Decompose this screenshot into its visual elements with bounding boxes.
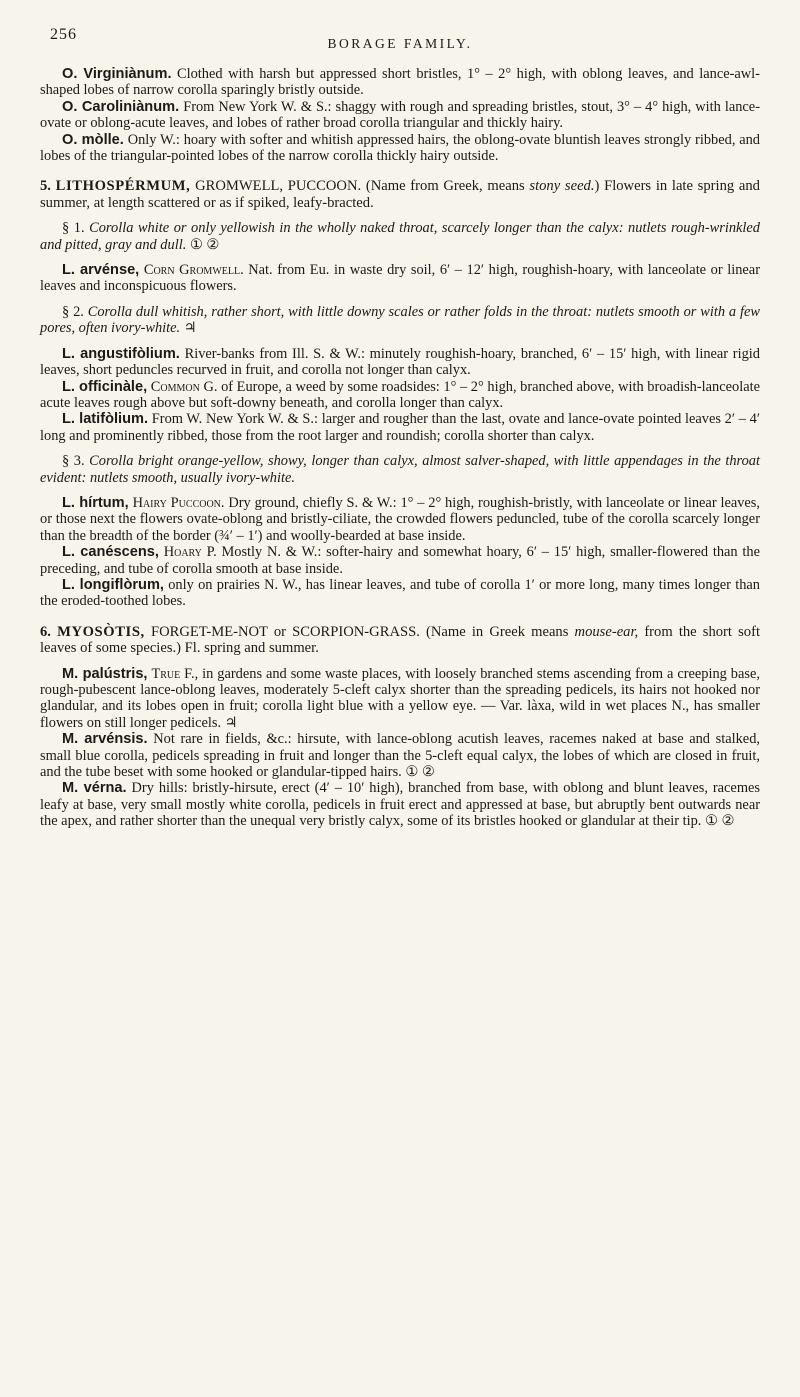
- running-head: BORAGE FAMILY.: [327, 36, 473, 51]
- species-entry: [40, 411, 760, 444]
- species-description: From W. New York W. & S.: larger and rougher than the last, ovate and lance-ovate pointed leaves 2′ – 4′ long and prominently ribbed, those from the root larger and roundish; corolla shorter than calyx.: [40, 411, 760, 444]
- species-common-name: Hairy Puccoon.: [132, 494, 225, 511]
- page-body: [40, 66, 760, 830]
- species-description: River-banks from Ill. S. & W.: minutely roughish-hoary, branched, 6′ – 15′ high, with linear rigid leaves, short peduncles recurved in fruit, and corolla not longer than calyx.: [40, 345, 760, 379]
- species-entry: [40, 731, 760, 780]
- genus-number: 6.: [40, 623, 51, 640]
- section-text: Corolla bright orange-yellow, showy, longer than calyx, almost salver-shaped, with little appendages in the throat evident: nutlets smooth, usually ivory-white.: [40, 453, 761, 486]
- species-entry: [40, 379, 760, 412]
- genus-common-name: GROMWELL, PUCCOON.: [195, 178, 362, 195]
- genus-etymology: stony seed.: [529, 178, 595, 195]
- species-name: L. hírtum,: [62, 494, 129, 511]
- species-name: L. canéscens,: [62, 544, 159, 561]
- species-entry: [40, 66, 760, 99]
- species-entry: [40, 132, 760, 165]
- species-description: Only W.: hoary with softer and whitish appressed hairs, the oblong-ovate bluntish leaves strongly ribbed, and lobes of the triangular-pointed lobes of the narrow corolla thickly hairy outside.: [40, 131, 761, 165]
- species-name: L. angustifòlium.: [62, 345, 180, 362]
- species-name: L. latifòlium.: [62, 411, 149, 428]
- species-entry: [40, 495, 760, 544]
- species-name: M. vérna.: [62, 780, 127, 797]
- species-description: From New York W. & S.: shaggy with rough and spreading bristles, stout, 3° – 4° high, with lance-ovate or oblong-acute leaves, and lobes of rather broad corolla triangular and thickly hairy.: [40, 98, 760, 132]
- species-entry: [40, 544, 760, 577]
- species-entry: [40, 666, 760, 732]
- species-description: Dry ground, chiefly S. & W.: 1° – 2° high, roughish-bristly, with lanceolate or linear leaves, or those next the flowers ovate-oblong and bristly-ciliate, the crowded flowers peduncled, tube of the corolla scarcely longer than the breadth of the border (¾′ – 1′) and woolly-bearded at base inside.: [40, 494, 761, 544]
- species-entry: [40, 346, 760, 379]
- genus-description: (Name from Greek, means: [365, 178, 525, 195]
- species-description: Dry hills: bristly-hirsute, erect (4′ – 10′ high), branched from base, with oblong and blunt leaves, racemes leafy at base, very small mostly white corolla, pedicels in fruit erect and appressed at base, but abruptly bent outwards near the apex, and rather shorter than the unequal very bristly calyx, some of its bristles hooked or glandular at their tip.: [40, 780, 760, 830]
- species-description: Not rare in fields, &c.: hirsute, with lance-oblong acutish leaves, racemes naked at base and stalked, small blue corolla, pedicels spreading in fruit and longer than the 5-cleft equal calyx, the lobes of which are closed in fruit, and the tube beset with some hooked or glandular-tipped hairs.: [40, 731, 760, 781]
- section-heading: § 3. Corolla bright orange-yellow, showy, longer than calyx, almost salver-shaped, with little appendages in the throat evident: nutlets smooth, usually ivory-white.: [40, 453, 761, 486]
- duration-sign: ① ②: [405, 764, 435, 781]
- section-text: Corolla dull whitish, rather short, with little downy scales or rather folds in the throat: nutlets smooth or with a few pores, often ivory-white.: [40, 303, 760, 337]
- species-name: O. mòlle.: [62, 131, 124, 148]
- species-name: L. officinàle,: [62, 378, 148, 395]
- duration-sign: ① ②: [189, 236, 220, 253]
- species-description: Clothed with harsh but appressed short bristles, 1° – 2° high, with oblong leaves, and lance-awl-shaped lobes of narrow corolla sparingly bristly outside.: [40, 66, 760, 99]
- species-name: O. Caroliniànum.: [62, 98, 180, 115]
- section-heading: § 1. Corolla white or only yellowish in the wholly naked throat, scarcely longer than the calyx: nutlets rough-wrinkled and pitted, gray and dull. ① ②: [40, 220, 760, 253]
- genus-name: MYOSÒTIS,: [57, 623, 145, 640]
- duration-sign: ♃: [224, 714, 238, 731]
- genus-description: (Name in Greek means: [426, 623, 569, 640]
- species-common-name: Hoary P.: [163, 544, 217, 561]
- genus-common-name: FORGET-ME-NOT or SCORPION-GRASS.: [150, 623, 420, 640]
- section-heading: § 2. Corolla dull whitish, rather short, with little downy scales or rather folds in the throat: nutlets smooth or with a few pores, often ivory-white. ♃: [40, 303, 760, 337]
- page-number: 256: [50, 26, 77, 43]
- species-common-name: Corn Gromwell.: [143, 262, 244, 279]
- species-name: L. arvénse,: [62, 262, 140, 279]
- genus-number: 5.: [40, 178, 51, 195]
- species-description: in gardens and some waste places, with loosely branched stems ascending from a creeping base, rough-pubescent lance-oblong leaves, moderately 5-cleft calyx shorter than the spreading pedicels, its hairs not hooked nor glandular, and its lobes open in fruit; corolla light blue with a yellow eye. — Var. làxa, wild in wet places N., has smaller flowers on still longer pedicels.: [40, 665, 760, 731]
- genus-description-cont: ) Flowers in late spring and summer, at length scattered or as if spiked, leafy-bracted.: [40, 178, 760, 211]
- species-description: Mostly N. & W.: softer-hairy and somewhat hoary, 6′ – 15′ high, smaller-flowered than the preceding, and tube of corolla smooth at base inside.: [40, 544, 760, 577]
- species-name: O. Virginiànum.: [62, 66, 172, 82]
- species-entry: [40, 577, 760, 610]
- section-text: Corolla white or only yellowish in the wholly naked throat, scarcely longer than the calyx: nutlets rough-wrinkled and pitted, gray and dull.: [40, 220, 760, 253]
- genus-name: LITHOSPÉRMUM,: [55, 178, 191, 195]
- duration-sign: ① ②: [705, 813, 735, 830]
- species-common-name: Common: [150, 378, 200, 395]
- species-name: L. longiflòrum,: [62, 576, 164, 593]
- genus-etymology: mouse-ear,: [574, 623, 639, 640]
- species-name: M. arvénsis.: [62, 731, 148, 748]
- species-entry: [40, 262, 760, 295]
- species-common-name: True F.,: [151, 665, 199, 682]
- species-entry: [40, 780, 760, 829]
- species-description: Nat. from Eu. in waste dry soil, 6′ – 12′ high, roughish-hoary, with lanceolate or linear leaves and inconspicuous flowers.: [40, 262, 760, 295]
- genus-entry: [40, 624, 760, 657]
- species-description: only on prairies N. W., has linear leaves, and tube of corolla 1′ or more long, many times longer than the eroded-toothed lobes.: [40, 576, 760, 610]
- species-name: M. palústris,: [62, 665, 148, 682]
- genus-description-cont: from the short soft leaves of some species.) Fl. spring and summer.: [40, 623, 760, 657]
- species-entry: [40, 99, 760, 132]
- duration-sign: ♃: [183, 320, 197, 337]
- species-description: G. of Europe, a weed by some roadsides: 1° – 2° high, branched above, with broadish-lanceolate acute leaves rough above but soft-downy beneath, and corolla longer than calyx.: [40, 378, 760, 411]
- genus-entry: [40, 178, 760, 211]
